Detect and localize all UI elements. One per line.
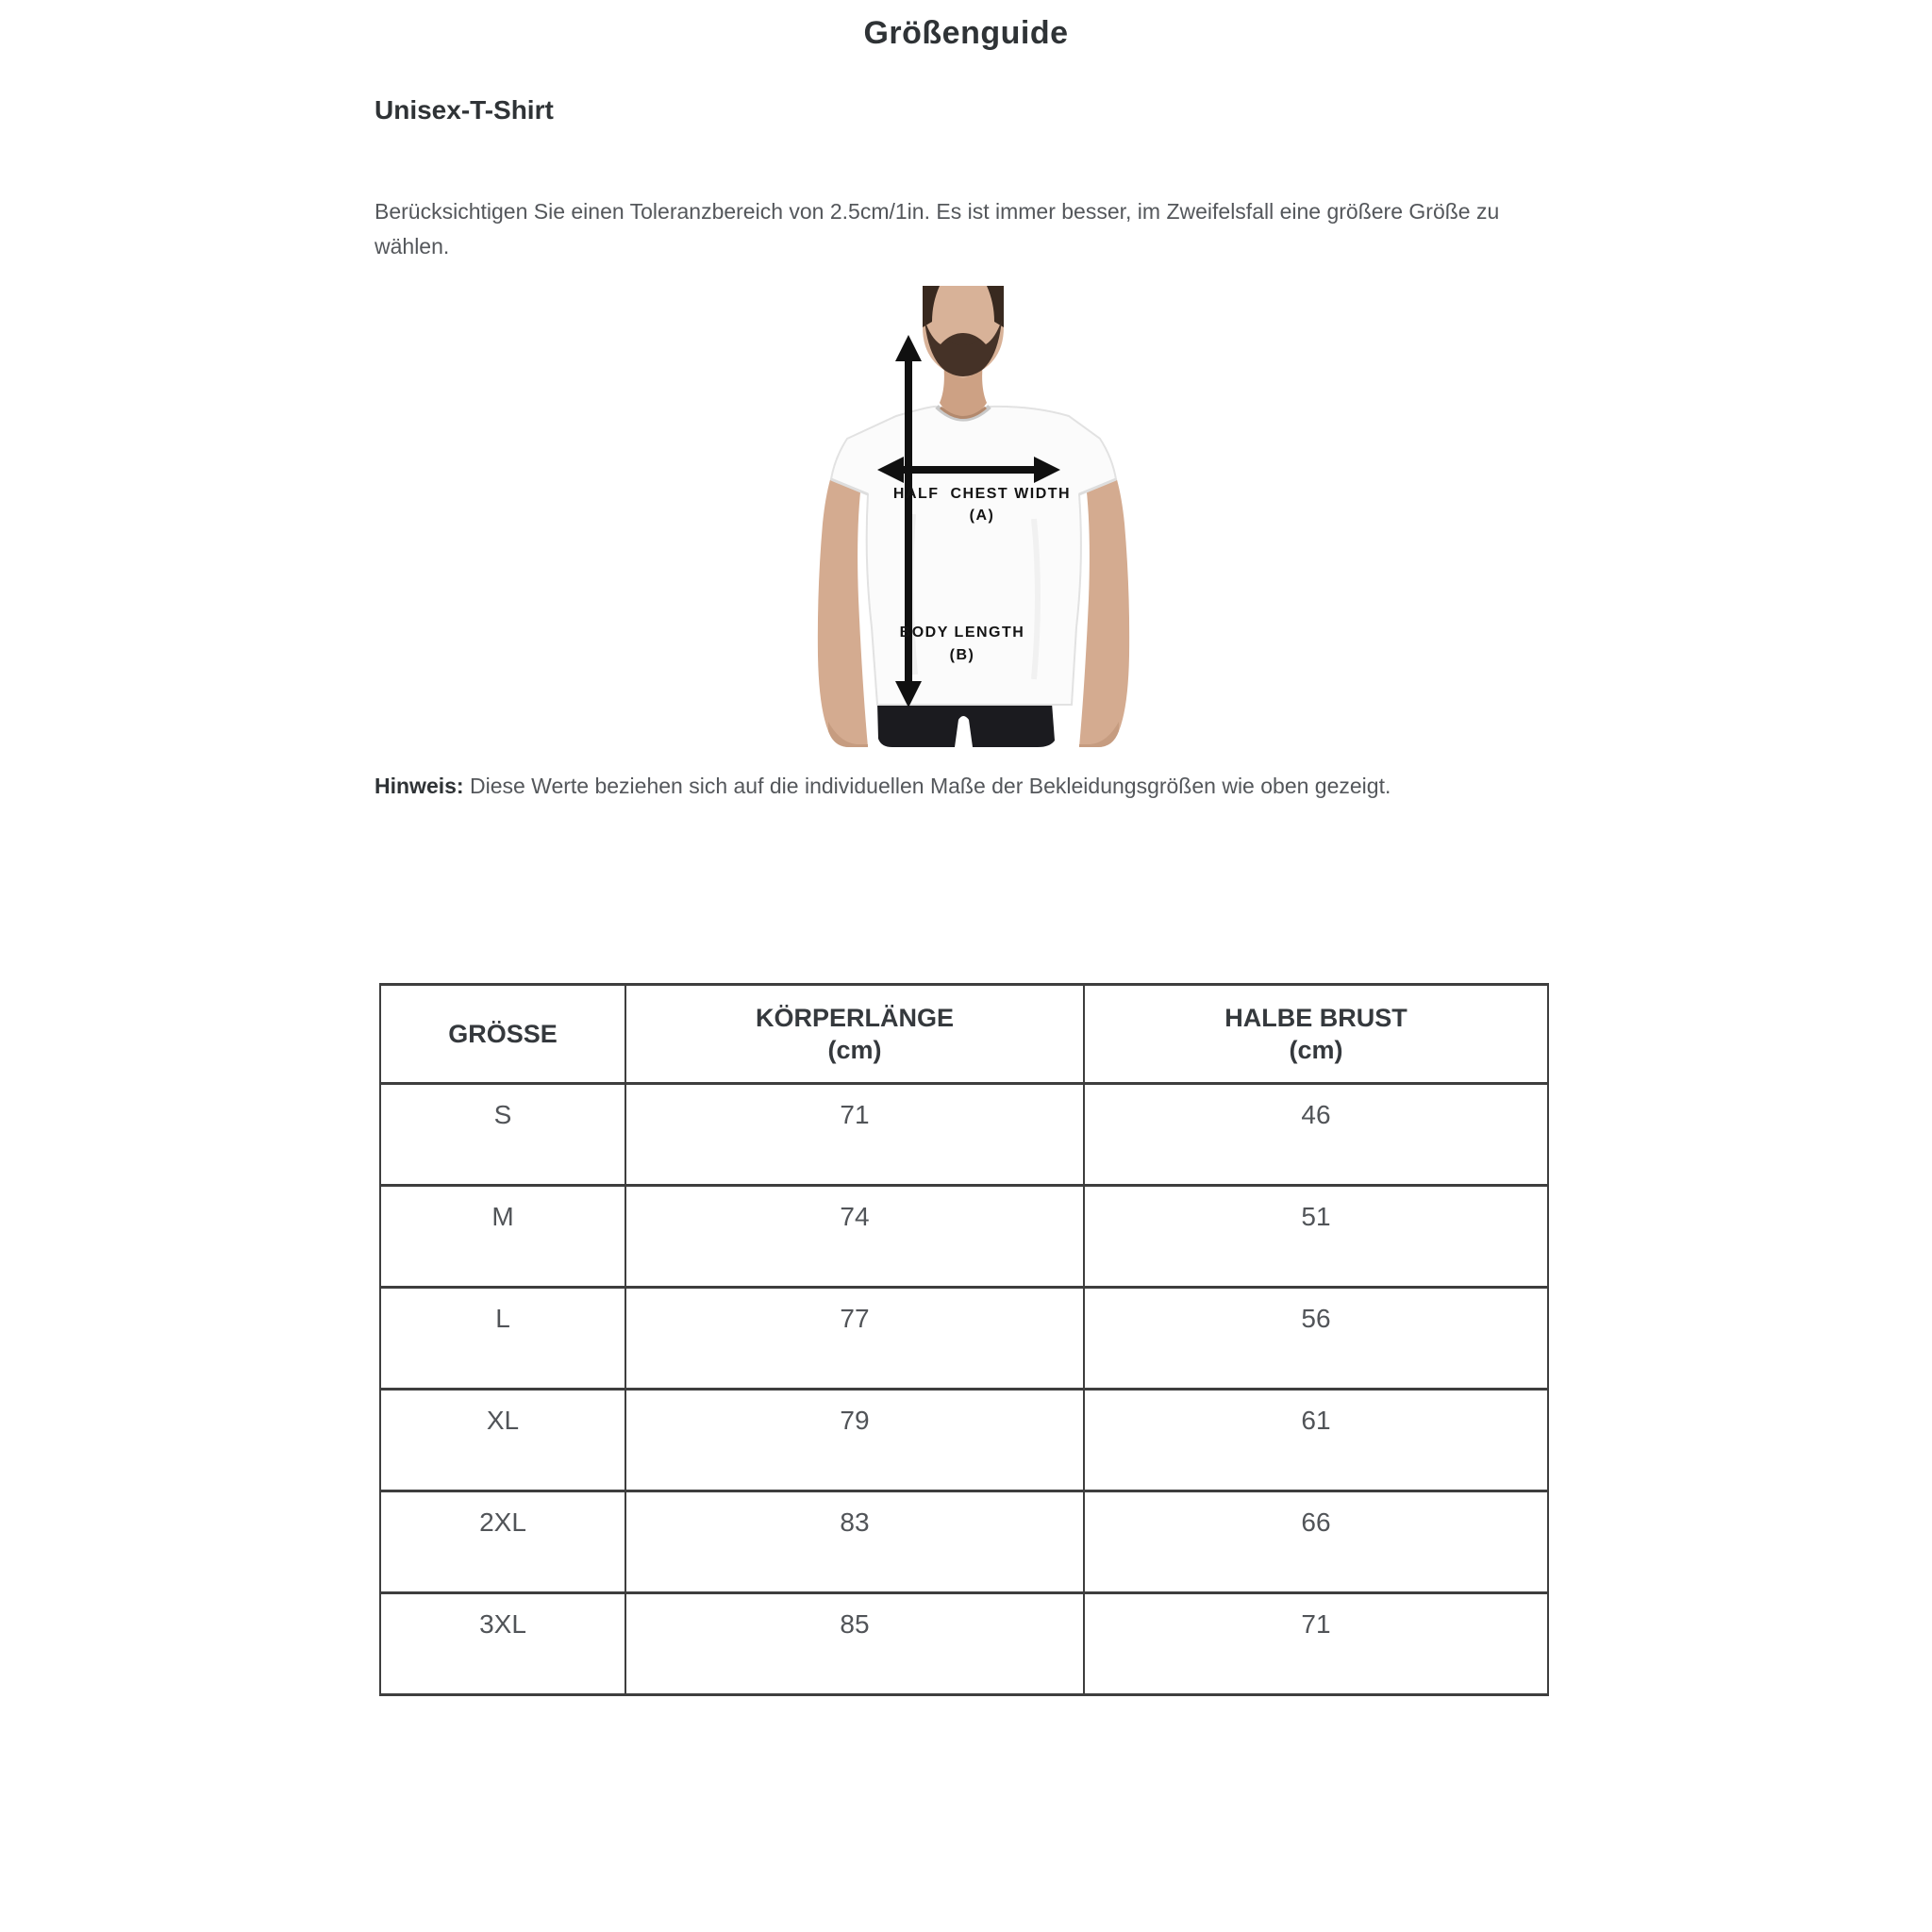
size-cell: 3XL bbox=[380, 1593, 625, 1695]
table-row bbox=[380, 1084, 1548, 1186]
half-chest-cell: 46 bbox=[1084, 1084, 1548, 1186]
product-heading: Unisex-T-Shirt bbox=[375, 95, 554, 125]
page-title: Größenguide bbox=[863, 15, 1069, 51]
table-row bbox=[380, 1186, 1548, 1288]
half-chest-cell: 66 bbox=[1084, 1491, 1548, 1593]
size-cell: M bbox=[380, 1186, 625, 1288]
size-cell: 2XL bbox=[380, 1491, 625, 1593]
body-length-cell: 79 bbox=[625, 1390, 1084, 1491]
half-chest-code: (A) bbox=[969, 508, 995, 524]
size-table bbox=[379, 983, 1549, 1696]
body-length-cell: 83 bbox=[625, 1491, 1084, 1593]
table-row bbox=[380, 1390, 1548, 1491]
body-length-cell: 74 bbox=[625, 1186, 1084, 1288]
size-cell: L bbox=[380, 1288, 625, 1390]
column-header-size: GRÖSSE bbox=[380, 985, 625, 1084]
tolerance-note: Berücksichtigen Sie einen Toleranzbereich von 2.5cm/1in. Es ist immer besser, im Zweifelsfall eine größere Größe zu wählen. bbox=[375, 199, 1500, 258]
body-length-code: (B) bbox=[949, 647, 975, 663]
size-cell: S bbox=[380, 1084, 625, 1186]
model-head bbox=[923, 286, 1004, 422]
half-chest-cell: 56 bbox=[1084, 1288, 1548, 1390]
half-chest-cell: 71 bbox=[1084, 1593, 1548, 1695]
tshirt-model-illustration bbox=[802, 278, 1189, 750]
body-length-label: BODY LENGTH bbox=[899, 625, 1025, 641]
measurement-diagram bbox=[802, 278, 1189, 750]
table-row bbox=[380, 1491, 1548, 1593]
table-row bbox=[380, 1288, 1548, 1390]
table-header-row bbox=[380, 985, 1548, 1084]
body-length-cell: 85 bbox=[625, 1593, 1084, 1695]
column-header-half-chest: HALBE BRUST (cm) bbox=[1084, 985, 1548, 1084]
half-chest-label: HALF CHEST WIDTH bbox=[892, 486, 1072, 502]
model-pants bbox=[877, 703, 1055, 747]
half-chest-cell: 51 bbox=[1084, 1186, 1548, 1288]
table-row bbox=[380, 1593, 1548, 1695]
body-length-cell: 71 bbox=[625, 1084, 1084, 1186]
body-length-cell: 77 bbox=[625, 1288, 1084, 1390]
column-header-body-length: KÖRPERLÄNGE (cm) bbox=[625, 985, 1084, 1084]
hint-note bbox=[375, 770, 1563, 802]
hint-label: Hinweis: bbox=[375, 774, 464, 798]
half-chest-cell: 61 bbox=[1084, 1390, 1548, 1491]
hint-text: Diese Werte beziehen sich auf die individuellen Maße der Bekleidungsgrößen wie oben gezeigt. bbox=[463, 774, 1391, 798]
size-cell: XL bbox=[380, 1390, 625, 1491]
